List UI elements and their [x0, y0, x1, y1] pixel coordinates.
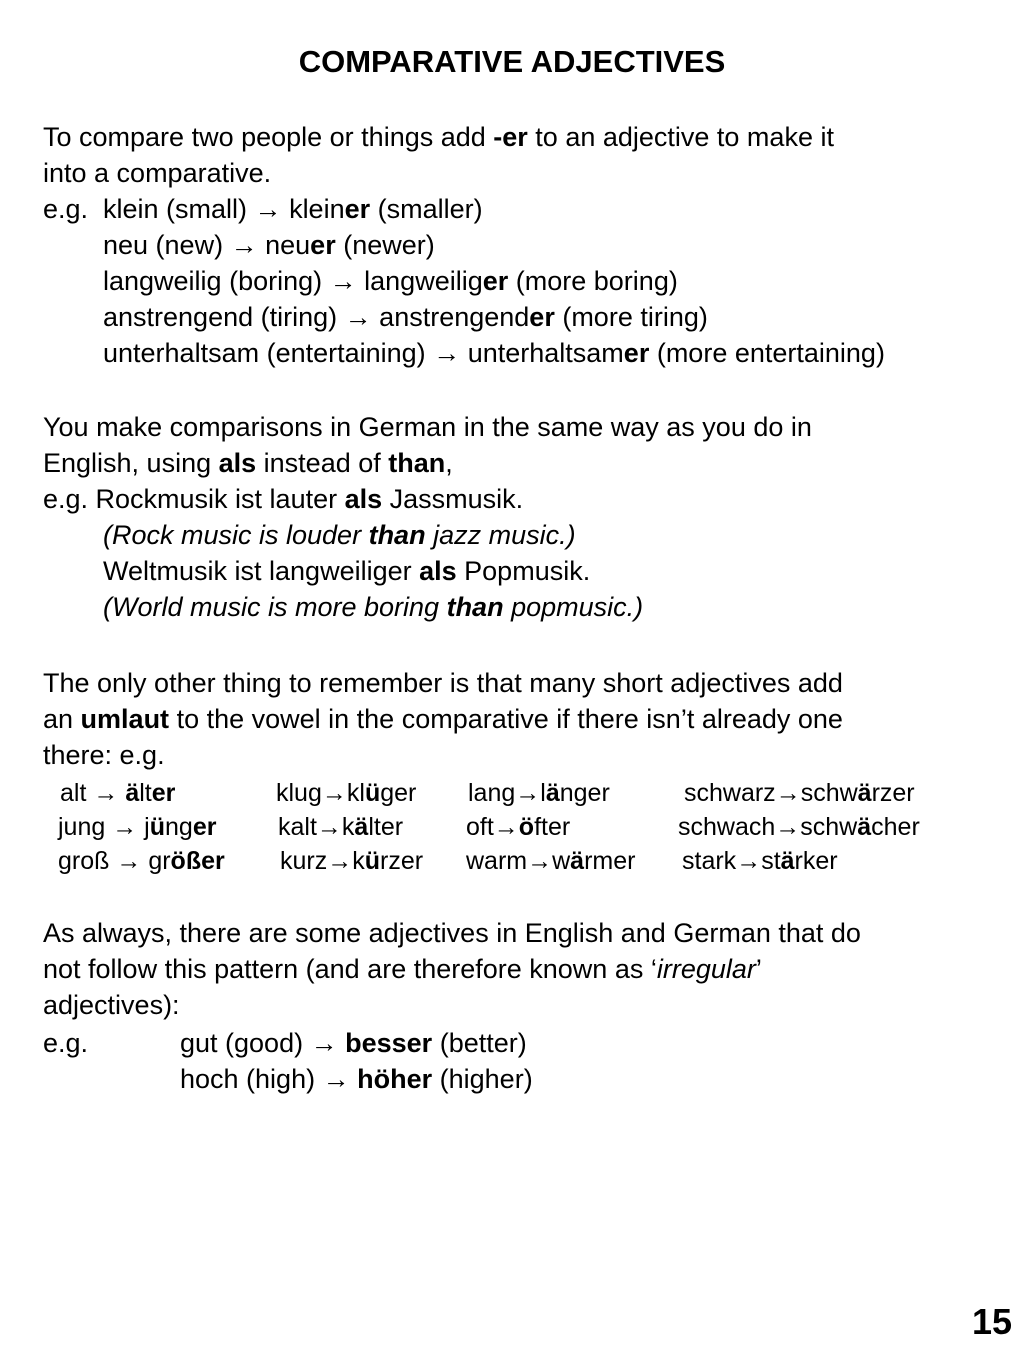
arrow-icon: →: [493, 813, 519, 841]
umlaut-highlight: öß: [170, 847, 202, 875]
umlaut-base-word: jung: [58, 813, 113, 841]
comparison-line-2: English, using als instead of than,: [43, 448, 453, 478]
irregular-line-2: not follow this pattern (and are therefore known as ‘irregular’: [43, 954, 762, 984]
umlaut-highlight: ö: [518, 813, 535, 841]
umlaut-text: j: [144, 813, 150, 841]
umlaut-text: cher: [871, 813, 920, 841]
arrow-icon: →: [515, 779, 541, 807]
umlaut-text: rzer: [871, 779, 915, 807]
umlaut-table-cell: [468, 776, 610, 810]
umlaut-text: ger: [380, 779, 417, 807]
comparison-line-1: You make comparisons in German in the same way as you do in: [43, 412, 812, 442]
umlaut-base-word: alt: [60, 779, 94, 807]
umlaut-text: st: [761, 847, 781, 875]
arrow-icon: →: [775, 813, 801, 841]
arrow-icon: →: [327, 847, 353, 875]
arrow-icon: →: [344, 302, 372, 332]
umlaut-highlight: ä: [125, 779, 140, 807]
arrow-icon: →: [433, 338, 461, 368]
irregular-example: hoch (high) → höher (higher): [180, 1064, 533, 1094]
umlaut-line-3: there: e.g.: [43, 740, 165, 770]
umlaut-table-cell: [466, 810, 570, 844]
arrow-icon: →: [321, 779, 347, 807]
umlaut-base-word: oft: [466, 813, 494, 841]
umlaut-table-cell: [280, 844, 423, 878]
arrow-icon: →: [310, 1028, 338, 1058]
eg-label-1: e.g.: [43, 194, 89, 224]
umlaut-base-word: klug: [276, 779, 322, 807]
umlaut-highlight: ä: [857, 813, 872, 841]
intro-text-c: to an adjective to make it: [527, 122, 834, 152]
arrow-icon: →: [116, 847, 142, 875]
arrow-icon: →: [775, 779, 801, 807]
intro-line-1: [43, 119, 834, 155]
comparison-translation-1: (Rock music is louder than jazz music.): [103, 520, 576, 550]
arrow-icon: →: [93, 779, 119, 807]
umlaut-text: gr: [148, 847, 171, 875]
umlaut-highlight: ü: [149, 813, 166, 841]
umlaut-base-word: lang: [468, 779, 516, 807]
umlaut-text: schw: [800, 813, 858, 841]
umlaut-base-word: stark: [682, 847, 737, 875]
comparison-example-1: e.g. Rockmusik ist lauter als Jassmusik.: [43, 484, 524, 514]
umlaut-highlight: ü: [364, 847, 381, 875]
umlaut-text: ng: [165, 813, 193, 841]
umlaut-highlight: er: [192, 813, 217, 841]
umlaut-base-word: groß: [58, 847, 117, 875]
umlaut-table-cell: [58, 810, 216, 844]
umlaut-text: kl: [346, 779, 365, 807]
umlaut-base-word: schwach: [678, 813, 776, 841]
umlaut-highlight: er: [151, 779, 176, 807]
umlaut-text: schw: [800, 779, 858, 807]
comparison-translation-2: (World music is more boring than popmusic.): [103, 592, 644, 622]
arrow-icon: →: [329, 266, 357, 296]
umlaut-highlight: ä: [570, 847, 585, 875]
umlaut-text: l: [540, 779, 546, 807]
comparison-example-2: Weltmusik ist langweiliger als Popmusik.: [103, 556, 591, 586]
example-row: langweilig (boring) → langweiliger (more boring): [103, 266, 678, 296]
umlaut-text: lter: [368, 813, 404, 841]
umlaut-highlight: ä: [354, 813, 369, 841]
arrow-icon: →: [112, 813, 138, 841]
umlaut-table-cell: [466, 844, 635, 878]
arrow-icon: →: [322, 1064, 350, 1094]
umlaut-table-cell: [684, 776, 915, 810]
umlaut-base-word: kalt: [278, 813, 317, 841]
umlaut-highlight: ü: [364, 779, 381, 807]
intro-text-a: To compare two people or things add: [43, 122, 494, 152]
umlaut-text: k: [341, 813, 355, 841]
arrow-icon: →: [527, 847, 553, 875]
umlaut-text: fter: [534, 813, 571, 841]
umlaut-text: k: [352, 847, 365, 875]
umlaut-text: rmer: [584, 847, 636, 875]
eg-label-2: e.g.: [43, 1028, 89, 1058]
umlaut-table-cell: [678, 810, 920, 844]
umlaut-text: nger: [559, 779, 610, 807]
example-row: neu (new) → neuer (newer): [103, 230, 435, 260]
umlaut-text: w: [552, 847, 571, 875]
umlaut-highlight: ä: [545, 779, 560, 807]
irregular-example: gut (good) → besser (better): [180, 1028, 527, 1058]
page-title: COMPARATIVE ADJECTIVES: [298, 44, 726, 79]
umlaut-base-word: kurz: [280, 847, 328, 875]
page-number: 15: [971, 1301, 1012, 1342]
example-row: anstrengend (tiring) → anstrengender (more tiring): [103, 302, 708, 332]
umlaut-table-cell: [276, 776, 416, 810]
umlaut-base-word: warm: [466, 847, 528, 875]
umlaut-highlight: ä: [780, 847, 795, 875]
intro-line-2: into a comparative.: [43, 158, 272, 188]
irregular-line-3: adjectives):: [43, 990, 180, 1020]
umlaut-highlight: er: [201, 847, 225, 875]
umlaut-line-1: The only other thing to remember is that many short adjectives add: [43, 668, 843, 698]
irregular-line-1: As always, there are some adjectives in English and German that do: [43, 918, 861, 948]
umlaut-base-word: schwarz: [684, 779, 776, 807]
umlaut-line-2: an umlaut to the vowel in the comparative if there isn’t already one: [43, 704, 843, 734]
umlaut-table-cell: [682, 844, 838, 878]
umlaut-table-cell: [278, 810, 403, 844]
umlaut-text: rker: [794, 847, 838, 875]
example-row: klein (small) → kleiner (smaller): [103, 194, 483, 224]
example-row: unterhaltsam (entertaining) → unterhaltsamer (more entertaining): [103, 338, 885, 368]
umlaut-text: lt: [139, 779, 152, 807]
arrow-icon: →: [736, 847, 762, 875]
arrow-icon: →: [254, 194, 282, 224]
umlaut-table-cell: [60, 776, 175, 810]
intro-suffix-bold: -er: [493, 122, 528, 152]
arrow-icon: →: [316, 813, 342, 841]
arrow-icon: →: [230, 230, 258, 260]
umlaut-table-cell: [58, 844, 225, 878]
umlaut-highlight: ä: [857, 779, 872, 807]
umlaut-text: rzer: [380, 847, 424, 875]
